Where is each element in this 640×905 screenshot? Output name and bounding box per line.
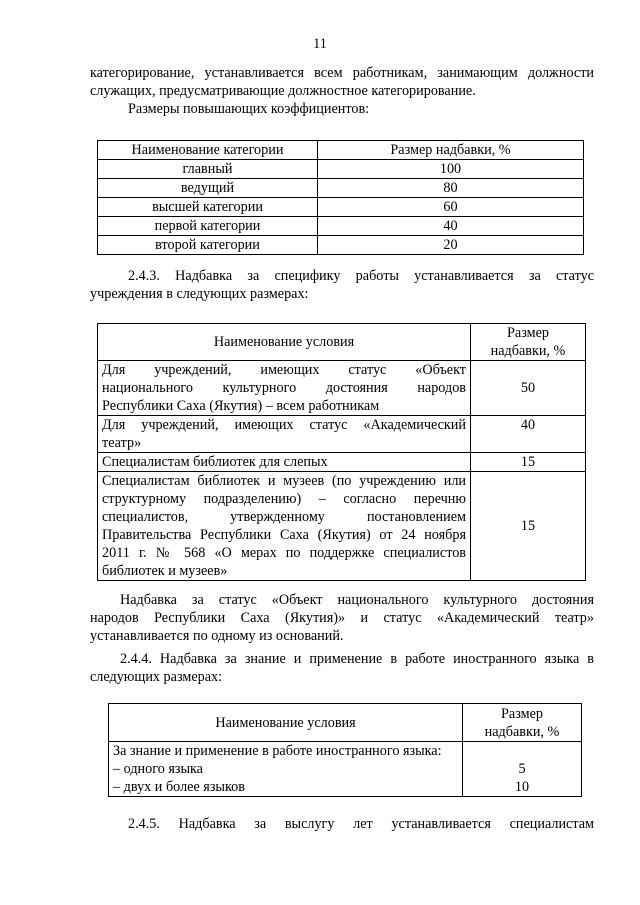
- section-2-4-3-line-2: учреждения в следующих размерах:: [90, 286, 309, 302]
- status-line-2: народов Республики Саха (Якутия)» и статус «Академический театр»: [90, 610, 594, 626]
- condition-name: [109, 742, 463, 797]
- foreign-language-table: [108, 703, 582, 797]
- intro-line-3: Размеры повышающих коэффициентов:: [128, 101, 370, 117]
- condition-line: 2011 г. № 568 «О мерах по поддержке специалистов: [102, 545, 466, 561]
- page-number: 11: [313, 36, 327, 52]
- section-2-4-5: [90, 815, 594, 833]
- intro-line-1: категорирование, устанавливается всем работникам, занимающим должности: [90, 65, 594, 81]
- status-line-3: устанавливается по одному из оснований.: [90, 628, 344, 644]
- table-row: [109, 742, 582, 797]
- section-2-4-4-line-1: 2.4.4. Надбавка за знание и применение в работе иностранного языка в: [120, 651, 594, 667]
- condition-option-one-language: – одного языка: [113, 761, 203, 777]
- table-header-row: [98, 141, 584, 160]
- category-name: второй категории: [98, 236, 318, 255]
- category-value: 80: [318, 179, 584, 198]
- category-name: высшей категории: [98, 198, 318, 217]
- condition-line: Для учреждений, имеющих статус «Академический: [102, 417, 466, 433]
- specific-work-table: [97, 323, 586, 581]
- table-row: [98, 361, 586, 416]
- header-category-name: Наименование категории: [98, 141, 318, 160]
- header-bonus-line-1: Размер: [501, 705, 543, 722]
- category-value: 20: [318, 236, 584, 255]
- condition-value: 15: [471, 472, 586, 581]
- header-condition-name: Наименование условия: [109, 704, 463, 742]
- header-bonus-line-2: надбавки, %: [484, 723, 560, 740]
- condition-values: [463, 742, 582, 797]
- condition-line: национального культурного достояния народов: [102, 380, 466, 396]
- category-name: главный: [98, 160, 318, 179]
- header-condition-name: Наименование условия: [98, 324, 471, 361]
- intro-line-2: служащих, предусматривающие должностное категорирование.: [90, 83, 476, 99]
- category-name: ведущий: [98, 179, 318, 198]
- condition-line: библиотек и музеев»: [102, 563, 228, 579]
- condition-line: театр»: [102, 435, 142, 451]
- condition-value: 40: [471, 416, 586, 453]
- condition-line: Специалистам библиотек и музеев (по учреждению или: [102, 473, 466, 489]
- category-value: 100: [318, 160, 584, 179]
- condition-value-one-language: 5: [518, 761, 526, 777]
- condition-line: структурному подразделению) – согласно перечню: [102, 491, 466, 507]
- table-row: [98, 217, 584, 236]
- category-value: 60: [318, 198, 584, 217]
- condition-name: [98, 472, 471, 581]
- section-2-4-4: [90, 650, 594, 686]
- condition-title: За знание и применение в работе иностранного языка:: [113, 743, 442, 759]
- header-bonus-line-2: надбавки, %: [490, 343, 566, 359]
- condition-line: специалистов, утвержденному постановлением: [102, 509, 466, 525]
- header-bonus-size: [463, 704, 582, 742]
- condition-value: 15: [471, 453, 586, 472]
- table-row: [98, 236, 584, 255]
- table-header-row: [98, 324, 586, 361]
- table-header-row: [109, 704, 582, 742]
- condition-name: [98, 416, 471, 453]
- condition-name: Специалистам библиотек для слепых: [98, 453, 471, 472]
- condition-line: Для учреждений, имеющих статус «Объект: [102, 362, 466, 378]
- category-value: 40: [318, 217, 584, 236]
- table-row: [98, 453, 586, 472]
- table-row: [98, 198, 584, 217]
- status-paragraph: [90, 591, 594, 645]
- table-row: [98, 179, 584, 198]
- intro-paragraph: [90, 64, 594, 118]
- status-line-1: Надбавка за статус «Объект национального культурного достояния: [120, 592, 594, 608]
- condition-line: Республики Саха (Якутия) – всем работникам: [102, 398, 380, 414]
- condition-option-two-languages: – двух и более языков: [113, 779, 245, 795]
- condition-name: [98, 361, 471, 416]
- section-2-4-3: [90, 267, 594, 303]
- condition-value-two-languages: 10: [514, 779, 530, 795]
- table-row: [98, 160, 584, 179]
- section-2-4-4-line-2: следующих размерах:: [90, 669, 223, 685]
- header-bonus-size: [471, 324, 586, 361]
- table-row: [98, 416, 586, 453]
- section-2-4-5-line-1: 2.4.5. Надбавка за выслугу лет устанавливается специалистам: [128, 816, 594, 832]
- section-2-4-3-line-1: 2.4.3. Надбавка за специфику работы устанавливается за статус: [128, 268, 594, 284]
- condition-line: Правительства Республики Саха (Якутия) от 24 ноября: [102, 527, 466, 543]
- category-name: первой категории: [98, 217, 318, 236]
- condition-value: 50: [471, 361, 586, 416]
- header-bonus-size: Размер надбавки, %: [318, 141, 584, 160]
- table-row: [98, 472, 586, 581]
- category-coefficient-table: [97, 140, 584, 255]
- header-bonus-line-1: Размер: [507, 325, 549, 341]
